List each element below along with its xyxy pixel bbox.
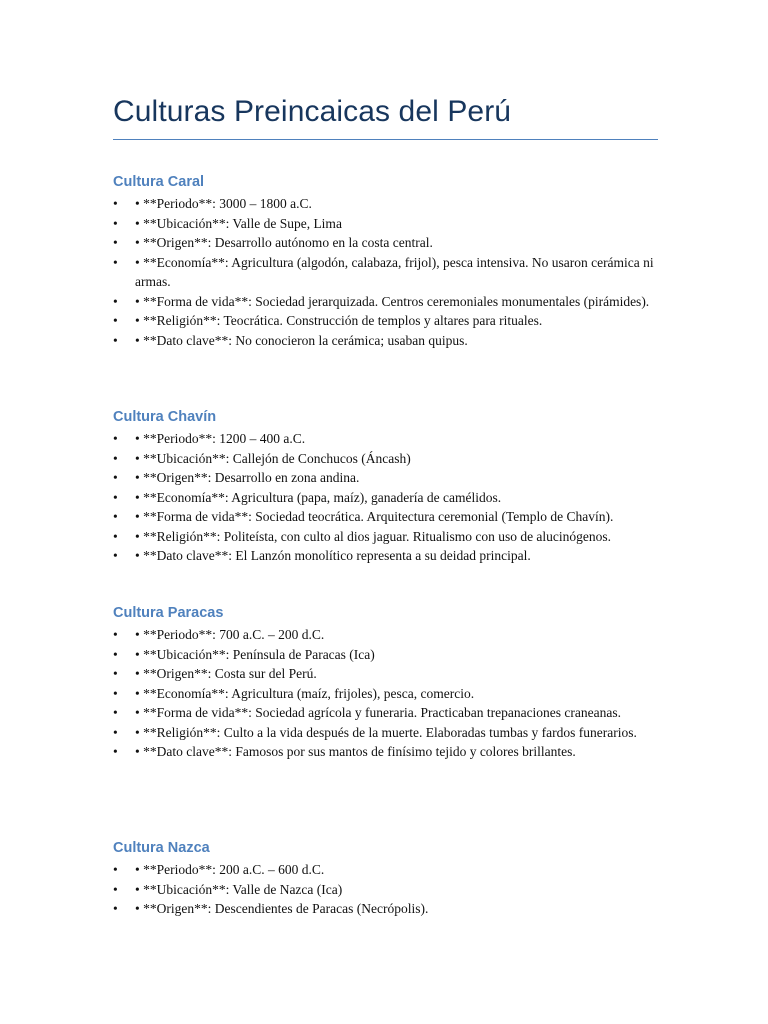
list-item-text: • **Origen**: Costa sur del Perú. (135, 666, 317, 681)
list-item-text: • **Economía**: Agricultura (papa, maíz), ganadería de camélidos. (135, 489, 502, 505)
section-heading: Cultura Paracas (113, 605, 224, 621)
document-title: Culturas Preincaicas del Perú (113, 95, 512, 128)
list-item-text: • **Periodo**: 700 a.C. – 200 d.C. (135, 627, 325, 642)
list-item (113, 664, 673, 684)
list-item-text: • **Dato clave**: No conocieron la cerámica; usaban quipus. (135, 332, 468, 348)
section-heading: Cultura Nazca (113, 840, 210, 856)
list-item-text: • **Religión**: Politeísta, con culto al dios jaguar. Ritualismo con uso de alucinógenos. (135, 528, 612, 544)
list-item-text: • **Periodo**: 3000 – 1800 a.C. (135, 196, 312, 211)
list-item-text: • **Dato clave**: El Lanzón monolítico representa a su deidad principal. (135, 548, 531, 563)
list-item-text: • **Dato clave**: Famosos por sus mantos de finísimo tejido y colores brillantes. (135, 744, 576, 759)
list-item-text: • **Religión**: Teocrática. Construcción de templos y altares para rituales. (135, 313, 543, 328)
bullet-icon: • (113, 470, 118, 485)
section-chavin (113, 407, 673, 566)
bullet-icon: • (113, 901, 118, 916)
bullet-list (113, 429, 673, 566)
list-item (113, 625, 673, 645)
bullet-icon: • (113, 431, 118, 446)
list-item (113, 723, 673, 743)
list-item (113, 311, 673, 331)
bullet-icon: • (113, 862, 118, 877)
list-item (113, 233, 673, 253)
bullet-icon: • (113, 332, 118, 348)
bullet-icon: • (113, 509, 118, 524)
bullet-icon: • (113, 313, 118, 328)
bullet-icon: • (113, 293, 118, 309)
list-item-text: • **Origen**: Descendientes de Paracas (Necrópolis). (135, 901, 429, 916)
bullet-icon: • (113, 685, 118, 701)
list-item (113, 507, 673, 527)
bullet-icon: • (113, 450, 118, 466)
list-item (113, 488, 673, 508)
list-item (113, 331, 673, 351)
list-item (113, 860, 673, 880)
list-item (113, 194, 673, 214)
list-item-text: • **Forma de vida**: Sociedad jerarquizada. Centros ceremoniales monumentales (pirámides). (135, 293, 650, 309)
list-item (113, 703, 673, 723)
bullet-icon: • (113, 666, 118, 681)
bullet-icon: • (113, 646, 118, 662)
list-item (113, 429, 673, 449)
bullet-icon: • (113, 489, 118, 505)
bullet-list (113, 194, 673, 350)
bullet-icon: • (113, 528, 118, 544)
list-item-text: • **Economía**: Agricultura (algodón, calabaza, frijol), pesca intensiva. No usaron cerámica ni armas. (135, 254, 654, 289)
list-item (113, 214, 673, 234)
list-item-text: • **Religión**: Culto a la vida después de la muerte. Elaboradas tumbas y fardos funerarios. (135, 724, 637, 740)
list-item-text: • **Forma de vida**: Sociedad teocrática. Arquitectura ceremonial (Templo de Chavín). (135, 509, 614, 524)
section-nazca (113, 838, 673, 919)
list-item-text: • **Ubicación**: Valle de Nazca (Ica) (135, 881, 343, 897)
bullet-icon: • (113, 235, 118, 250)
list-item-text: • **Ubicación**: Península de Paracas (Ica) (135, 646, 375, 662)
bullet-list (113, 860, 673, 919)
list-item (113, 253, 673, 292)
bullet-icon: • (113, 744, 118, 759)
section-heading: Cultura Chavín (113, 409, 217, 425)
bullet-icon: • (113, 705, 118, 720)
list-item-text: • **Forma de vida**: Sociedad agrícola y funeraria. Practicaban trepanaciones craneanas. (135, 705, 622, 720)
list-item (113, 899, 673, 919)
list-item (113, 684, 673, 704)
list-item-text: • **Periodo**: 1200 – 400 a.C. (135, 431, 306, 446)
bullet-icon: • (113, 881, 118, 897)
title-underline (113, 139, 658, 140)
bullet-list (113, 625, 673, 762)
list-item-text: • **Origen**: Desarrollo en zona andina. (135, 470, 360, 485)
bullet-icon: • (113, 196, 118, 211)
section-caral (113, 172, 673, 350)
bullet-icon: • (113, 724, 118, 740)
section-heading: Cultura Caral (113, 174, 205, 190)
list-item-text: • **Ubicación**: Callejón de Conchucos (Áncash) (135, 450, 411, 466)
list-item (113, 449, 673, 469)
list-item (113, 546, 673, 566)
list-item-text: • **Origen**: Desarrollo autónomo en la costa central. (135, 235, 433, 250)
list-item (113, 880, 673, 900)
list-item-text: • **Economía**: Agricultura (maíz, frijoles), pesca, comercio. (135, 685, 475, 701)
bullet-icon: • (113, 627, 118, 642)
list-item (113, 527, 673, 547)
list-item-text: • **Ubicación**: Valle de Supe, Lima (135, 215, 342, 231)
bullet-icon: • (113, 548, 118, 563)
list-item (113, 468, 673, 488)
section-paracas (113, 603, 673, 762)
list-item (113, 645, 673, 665)
bullet-icon: • (113, 254, 118, 270)
bullet-icon: • (113, 215, 118, 231)
list-item-text: • **Periodo**: 200 a.C. – 600 d.C. (135, 862, 325, 877)
list-item (113, 292, 673, 312)
list-item (113, 742, 673, 762)
